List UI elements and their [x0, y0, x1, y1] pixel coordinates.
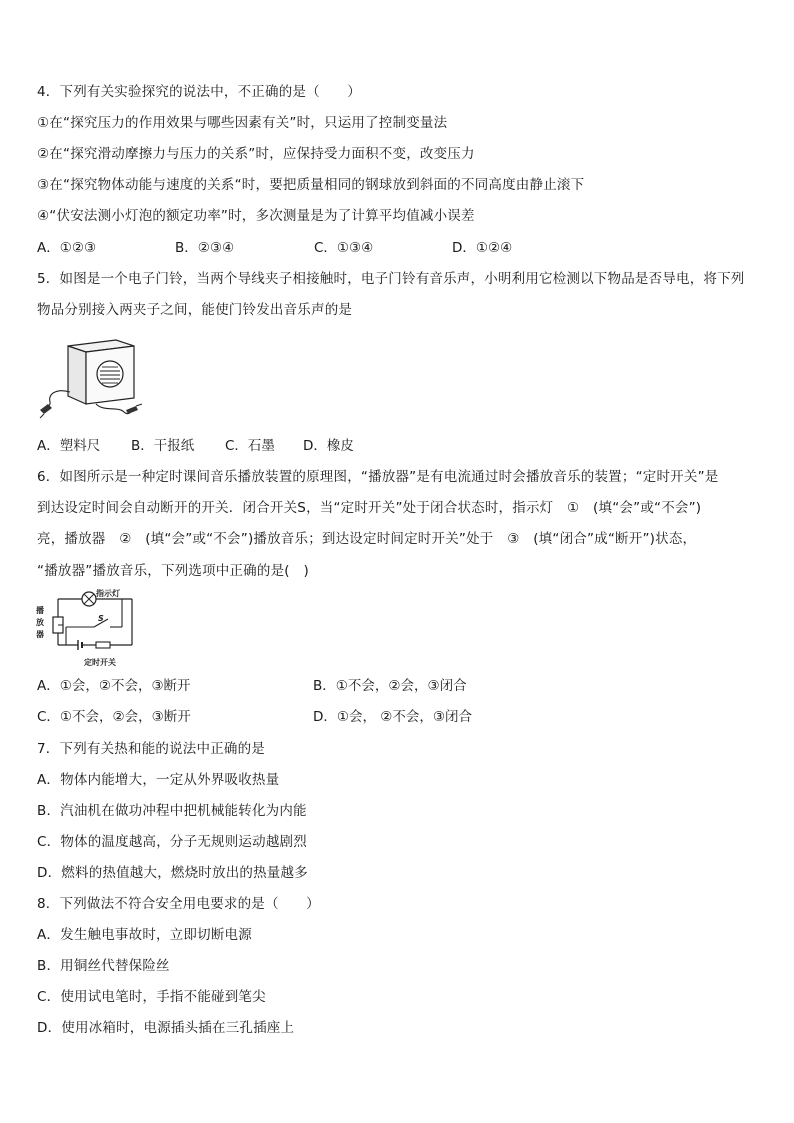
q4-item-3: ③在“探究物体动能与速度的关系“时，要把质量相同的钢球放到斜面的不同高度由静止滚下 [37, 177, 585, 193]
q6-option-c: C．①不会，②会，③断开 [37, 709, 191, 725]
q6-option-b: B．①不会，②会，③闭合 [313, 678, 467, 694]
q8-option-d: D．使用冰箱时，电源插头插在三孔插座上 [37, 1020, 295, 1036]
q8-option-a: A．发生触电事故时，立即切断电源 [37, 927, 252, 943]
q5-option-d: D．橡皮 [303, 438, 354, 454]
doorbell-figure [38, 334, 148, 420]
q4-stem: 4．下列有关实验探究的说法中，不正确的是（ ） [37, 84, 361, 100]
q8-option-b: B．用铜丝代替保险丝 [37, 958, 170, 974]
q5-option-b: B．干报纸 [131, 438, 195, 454]
q5-stem-line-2: 物品分别接入两夹子之间，能使门铃发出音乐声的是 [37, 302, 353, 318]
player-label: 播放器 [36, 606, 44, 639]
q4-item-2: ②在“探究滑动摩擦力与压力的关系”时，应保持受力面积不变，改变压力 [37, 146, 475, 162]
q5-stem-line-1: 5．如图是一个电子门铃，当两个导线夹子相接触时，电子门铃有音乐声，小明利用它检测以下物品是否导电，将下列 [37, 271, 745, 287]
q8-stem: 8．下列做法不符合安全用电要求的是（ ） [37, 896, 320, 912]
q4-option-b: B．②③④ [175, 240, 235, 256]
q4-option-d: D．①②④ [452, 240, 513, 256]
indicator-lamp-label: 指示灯 [96, 589, 120, 598]
q6-stem-line-2: 到达设定时间会自动断开的开关．闭合开关S，当“定时开关”处于闭合状态时，指示灯 ① (填“会”或“不会”) [37, 500, 702, 516]
q6-option-d: D．①会， ②不会，③闭合 [313, 709, 472, 725]
q5-option-a: A．塑料尺 [37, 438, 101, 454]
circuit-figure [36, 587, 136, 669]
q7-option-a: A．物体内能增大，一定从外界吸收热量 [37, 772, 280, 788]
q4-item-1: ①在“探究压力的作用效果与哪些因素有关”时，只运用了控制变量法 [37, 115, 448, 131]
q7-option-c: C．物体的温度越高，分子无规则运动越剧烈 [37, 834, 307, 850]
circuit-diagram [36, 587, 136, 669]
q6-option-a: A．①会，②不会，③断开 [37, 678, 191, 694]
timer-switch-label: 定时开关 [84, 658, 116, 667]
timer-switch-icon [96, 642, 110, 648]
q7-option-d: D．燃料的热值越大，燃烧时放出的热量越多 [37, 865, 308, 881]
q7-option-b: B．汽油机在做功冲程中把机械能转化为内能 [37, 803, 307, 819]
q6-stem-line-3: 亮，播放器 ② (填“会”或“不会”)播放音乐；到达设定时间定时开关”处于 ③ (填“闭合”成“断开”)状态， [37, 531, 697, 547]
doorbell-illustration [38, 334, 148, 420]
switch-s-label: S [98, 614, 104, 623]
q4-item-4: ④“伏安法测小灯泡的额定功率”时，多次测量是为了计算平均值减小误差 [37, 208, 475, 224]
q8-option-c: C．使用试电笔时，手指不能碰到笔尖 [37, 989, 266, 1005]
q7-stem: 7．下列有关热和能的说法中正确的是 [37, 741, 265, 757]
q6-stem-line-1: 6．如图所示是一种定时课间音乐播放装置的原理图，“播放器”是有电流通过时会播放音乐的装置；“定时开关”是 [37, 469, 719, 485]
q4-option-a: A．①②③ [37, 240, 97, 256]
q6-stem-line-4: “播放器”播放音乐，下列选项中正确的是( ) [37, 563, 309, 579]
q5-option-c: C．石墨 [225, 438, 275, 454]
q4-option-c: C．①③④ [314, 240, 374, 256]
